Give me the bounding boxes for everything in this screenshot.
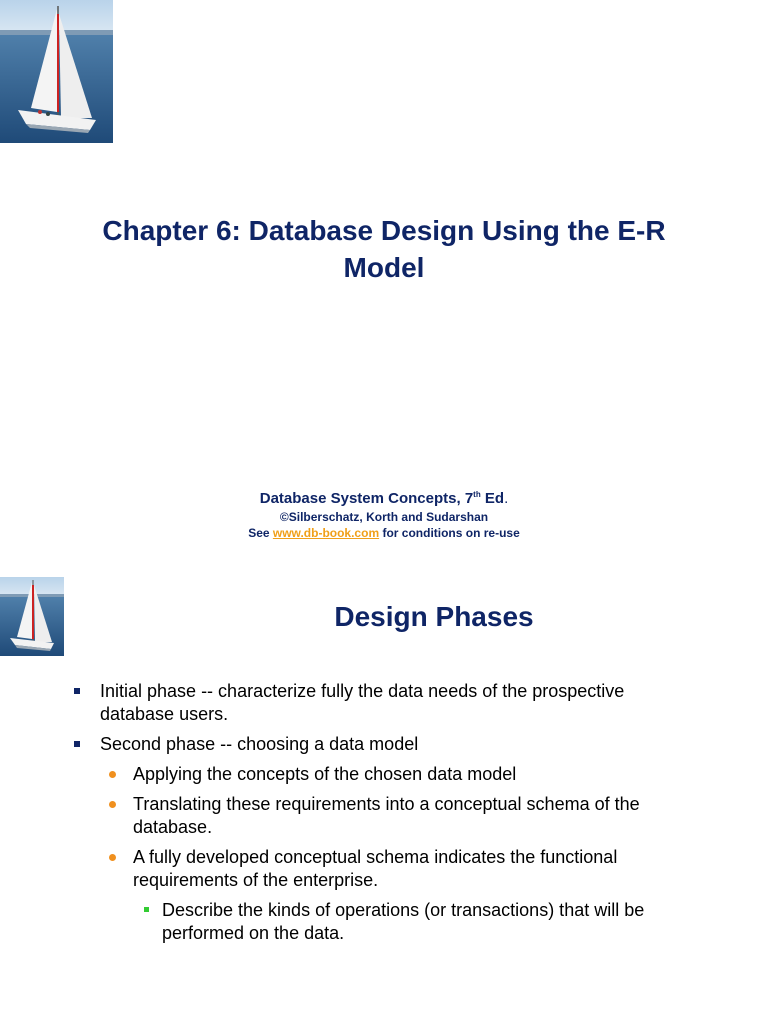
bullet-item-level-2: [72, 763, 692, 786]
bullet-marker-icon: [109, 801, 116, 808]
bullet-text: Applying the concepts of the chosen data model: [133, 764, 517, 784]
db-book-link[interactable]: www.db-book.com: [272, 526, 380, 540]
bullet-text: Initial phase -- characterize fully the data needs of the prospective database users.: [100, 681, 625, 724]
chapter-title: Chapter 6: Database Design Using the E-R Model: [102, 215, 666, 283]
bullet-text: Describe the kinds of operations (or transactions) that will be performed on the data.: [162, 900, 645, 943]
bullet-item-level-1: [72, 680, 692, 726]
authors: ©Silberschatz, Korth and Sudarshan: [279, 510, 489, 524]
bullet-text: Translating these requirements into a conceptual schema of the database.: [133, 794, 640, 837]
bullet-marker-icon: [109, 771, 116, 778]
bullet-marker-icon: [74, 741, 80, 747]
bullet-marker-icon: [109, 854, 116, 861]
design-phases-slide: [0, 576, 768, 1024]
bullet-text: Second phase -- choosing a data model: [100, 734, 419, 754]
bullet-marker-icon: [74, 688, 80, 694]
credits: [0, 485, 768, 541]
edition-suffix: Ed: [480, 490, 505, 507]
sailboat-photo-icon: [0, 577, 64, 656]
sailboat-photo-icon: [0, 0, 113, 143]
bullet-item-level-3: [72, 899, 692, 945]
book-name: Database System Concepts, 7: [259, 490, 474, 507]
book-edition: [0, 485, 768, 509]
see-text: See: [248, 526, 273, 540]
slide-title: Design Phases: [334, 601, 534, 632]
bullet-marker-icon: [144, 907, 149, 912]
bullet-list: [72, 680, 692, 952]
reuse-notice: [0, 525, 768, 541]
bullet-item-level-2: [72, 846, 692, 892]
edition-period: .: [504, 490, 509, 507]
bullet-item-level-1: [72, 733, 692, 756]
edition-sup: th: [473, 490, 481, 499]
conditions-text: for conditions on re-use: [379, 526, 520, 540]
bullet-item-level-2: [72, 793, 692, 839]
bullet-text: A fully developed conceptual schema indicates the functional requirements of the enterprise.: [133, 847, 618, 890]
